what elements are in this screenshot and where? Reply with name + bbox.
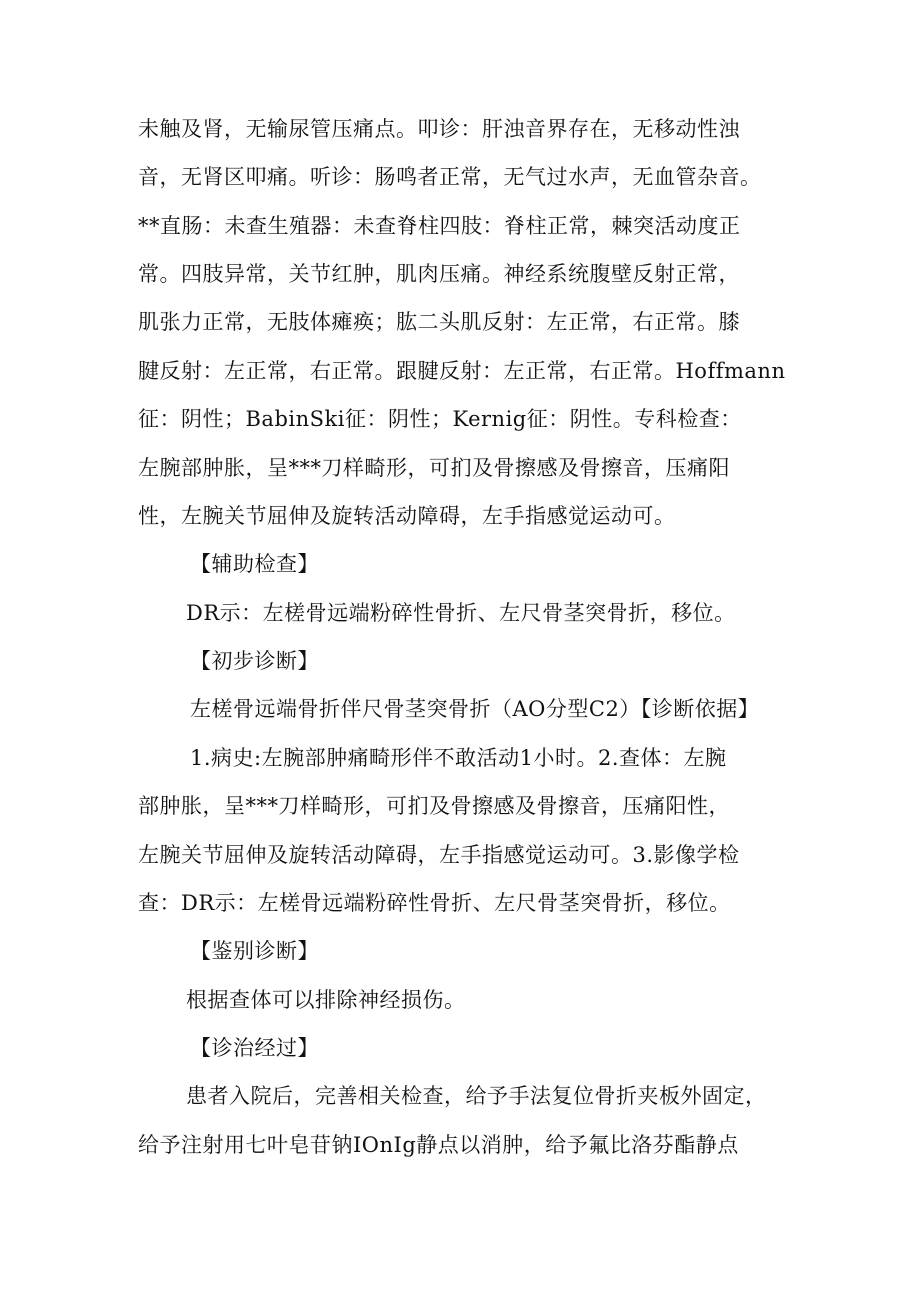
text-line: 未触及肾，无输尿管压痛点。叩诊：肝浊音界存在，无移动性浊	[138, 117, 740, 141]
text-line: 肌张力正常，无肢体瘫痪；肱二头肌反射：左正常，右正常。膝	[138, 310, 740, 334]
text-line: 1.病史:左腕部肿痛畸形伴不敢活动1小时。2.查体：左腕	[190, 746, 727, 770]
text-line: 根据查体可以排除神经损伤。	[186, 988, 466, 1012]
text-line: 部肿胀，呈***刀样畸形，可扪及骨擦感及骨擦音，压痛阳性，	[138, 794, 730, 818]
text-line: 腱反射：左正常，右正常。跟腱反射：左正常，右正常。Hoffmann	[138, 359, 786, 383]
section-heading-differential-diagnosis: 【鉴别诊断】	[190, 939, 319, 963]
section-heading-preliminary-diagnosis: 【初步诊断】	[190, 649, 319, 673]
text-line: 左槎骨远端骨折伴尺骨茎突骨折（AO分型C2）【诊断依据】	[190, 697, 760, 721]
text-line: 给予注射用七叶皂苷钠IOnIg静点以消肿，给予氟比洛芬酯静点	[138, 1133, 739, 1157]
text-line: **直肠：未查生殖器：未查脊柱四肢：脊柱正常，棘突活动度正	[138, 214, 741, 238]
section-heading-treatment-course: 【诊治经过】	[190, 1036, 319, 1060]
section-heading-auxiliary-exam: 【辅助检查】	[190, 552, 319, 576]
text-line: 音，无肾区叩痛。听诊：肠鸣者正常，无气过水声，无血管杂音。	[138, 165, 762, 189]
text-line: DR示：左槎骨远端粉碎性骨折、左尺骨茎突骨折，移位。	[186, 601, 736, 625]
text-line: 查：DR示：左槎骨远端粉碎性骨折、左尺骨茎突骨折，移位。	[138, 891, 731, 915]
text-line: 患者入院后，完善相关检查，给予手法复位骨折夹板外固定，	[186, 1084, 767, 1108]
text-line: 常。四肢异常，关节红肿，肌肉压痛。神经系统腹壁反射正常，	[138, 262, 740, 286]
text-line: 性，左腕关节屈伸及旋转活动障碍，左手指感觉运动可。	[138, 504, 676, 528]
text-line: 左腕部肿胀，呈***刀样畸形，可扪及骨擦感及骨擦音，压痛阳	[138, 456, 730, 480]
text-line: 征：阴性；BabinSki征：阴性；Kernig征：阴性。专科检查：	[138, 407, 742, 431]
text-line: 左腕关节屈伸及旋转活动障碍，左手指感觉运动可。3.影像学检	[138, 843, 740, 867]
